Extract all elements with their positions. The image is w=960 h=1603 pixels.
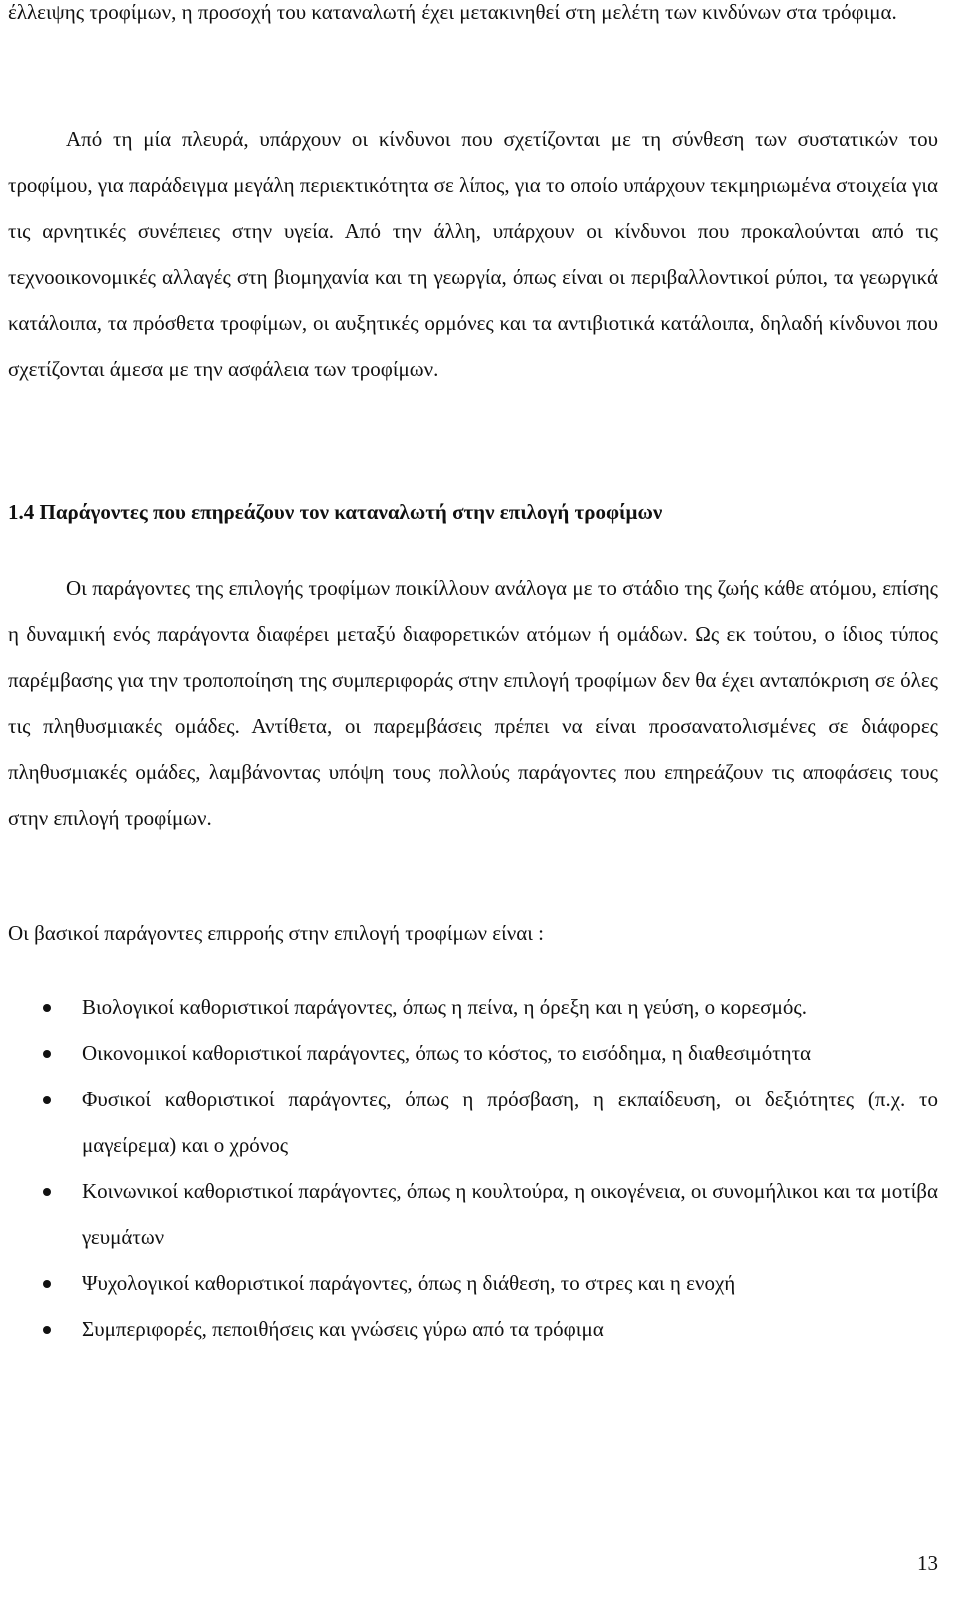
- list-item: [0, 1030, 938, 1076]
- bullet-icon: [43, 1280, 51, 1288]
- paragraph-main-factors-intro: Οι βασικοί παράγοντες επιρροής στην επιλογή τροφίμων είναι :: [8, 921, 544, 945]
- list-item: [0, 984, 938, 1030]
- bullet-icon: [43, 1096, 51, 1104]
- bullet-icon: [43, 1004, 51, 1012]
- paragraph-continued: έλλειψης τροφίμων, η προσοχή του καταναλωτή έχει μετακινηθεί στη μελέτη των κινδύνων στα τρόφιμα.: [8, 0, 897, 24]
- list-item: [0, 1076, 938, 1168]
- factors-bullet-list: [0, 984, 938, 1352]
- bullet-icon: [43, 1326, 51, 1334]
- list-item-text: Ψυχολογικοί καθοριστικοί παράγοντες, όπως η διάθεση, το στρες και η ενοχή: [82, 1271, 736, 1295]
- list-item: [0, 1168, 938, 1260]
- list-item-text: Φυσικοί καθοριστικοί παράγοντες, όπως η πρόσβαση, η εκπαίδευση, οι δεξιότητες (π.χ. το μαγείρεμα) και ο χρόνος: [82, 1087, 938, 1157]
- list-item: [0, 1306, 938, 1352]
- list-item-text: Οικονομικοί καθοριστικοί παράγοντες, όπως το κόστος, το εισόδημα, η διαθεσιμότητα: [82, 1041, 812, 1065]
- list-item: [0, 1260, 938, 1306]
- list-item-text: Συμπεριφορές, πεποιθήσεις και γνώσεις γύρω από τα τρόφιμα: [82, 1317, 604, 1341]
- paragraph-food-risks: Από τη μία πλευρά, υπάρχουν οι κίνδυνοι που σχετίζονται με τη σύνθεση των συστατικών του τροφίμου, για παράδειγμα μεγάλη περιεκτικότητα σε λίπος, για το οποίο υπάρχουν τεκμηριωμένα στοιχεία για τις αρνητικές συνέπειες στην υγεία. Από την άλλη, υπάρχουν οι κίνδυνοι που προκαλούνται από τις τεχνοοικονομικές αλλαγές στη βιομηχανία και τη γεωργία, όπως είναι οι περιβαλλοντικοί ρύποι, τα γεωργικά κατάλοιπα, τα πρόσθετα τροφίμων, οι αυξητικές ορμόνες και τα αντιβιοτικά κατάλοιπα, δηλαδή κίνδυνοι που σχετίζονται άμεσα με την ασφάλεια των τροφίμων.: [8, 127, 938, 381]
- section-heading: 1.4 Παράγοντες που επηρεάζουν τον καταναλωτή στην επιλογή τροφίμων: [8, 500, 663, 524]
- list-item-text: Βιολογικοί καθοριστικοί παράγοντες, όπως η πείνα, η όρεξη και η γεύση, ο κορεσμός.: [82, 995, 807, 1019]
- list-item-text: Κοινωνικοί καθοριστικοί παράγοντες, όπως η κουλτούρα, η οικογένεια, οι συνομήλικοι και τα μοτίβα γευμάτων: [82, 1179, 938, 1249]
- bullet-icon: [43, 1188, 51, 1196]
- page-number: 13: [917, 1551, 938, 1575]
- paragraph-choice-factors: Οι παράγοντες της επιλογής τροφίμων ποικίλλουν ανάλογα με το στάδιο της ζωής κάθε ατόμου, επίσης η δυναμική ενός παράγοντα διαφέρει μεταξύ διαφορετικών ατόμων ή ομάδων. Ως εκ τούτου, ο ίδιος τύπος παρέμβασης για την τροποποίηση της συμπεριφοράς στην επιλογή τροφίμων δεν θα έχει ανταπόκριση σε όλες τις πληθυσμιακές ομάδες. Αντίθετα, οι παρεμβάσεις πρέπει να είναι προσανατολισμένες σε διάφορες πληθυσμιακές ομάδες, λαμβάνοντας υπόψη τους πολλούς παράγοντες που επηρεάζουν τις αποφάσεις τους στην επιλογή τροφίμων.: [8, 576, 938, 830]
- bullet-icon: [43, 1050, 51, 1058]
